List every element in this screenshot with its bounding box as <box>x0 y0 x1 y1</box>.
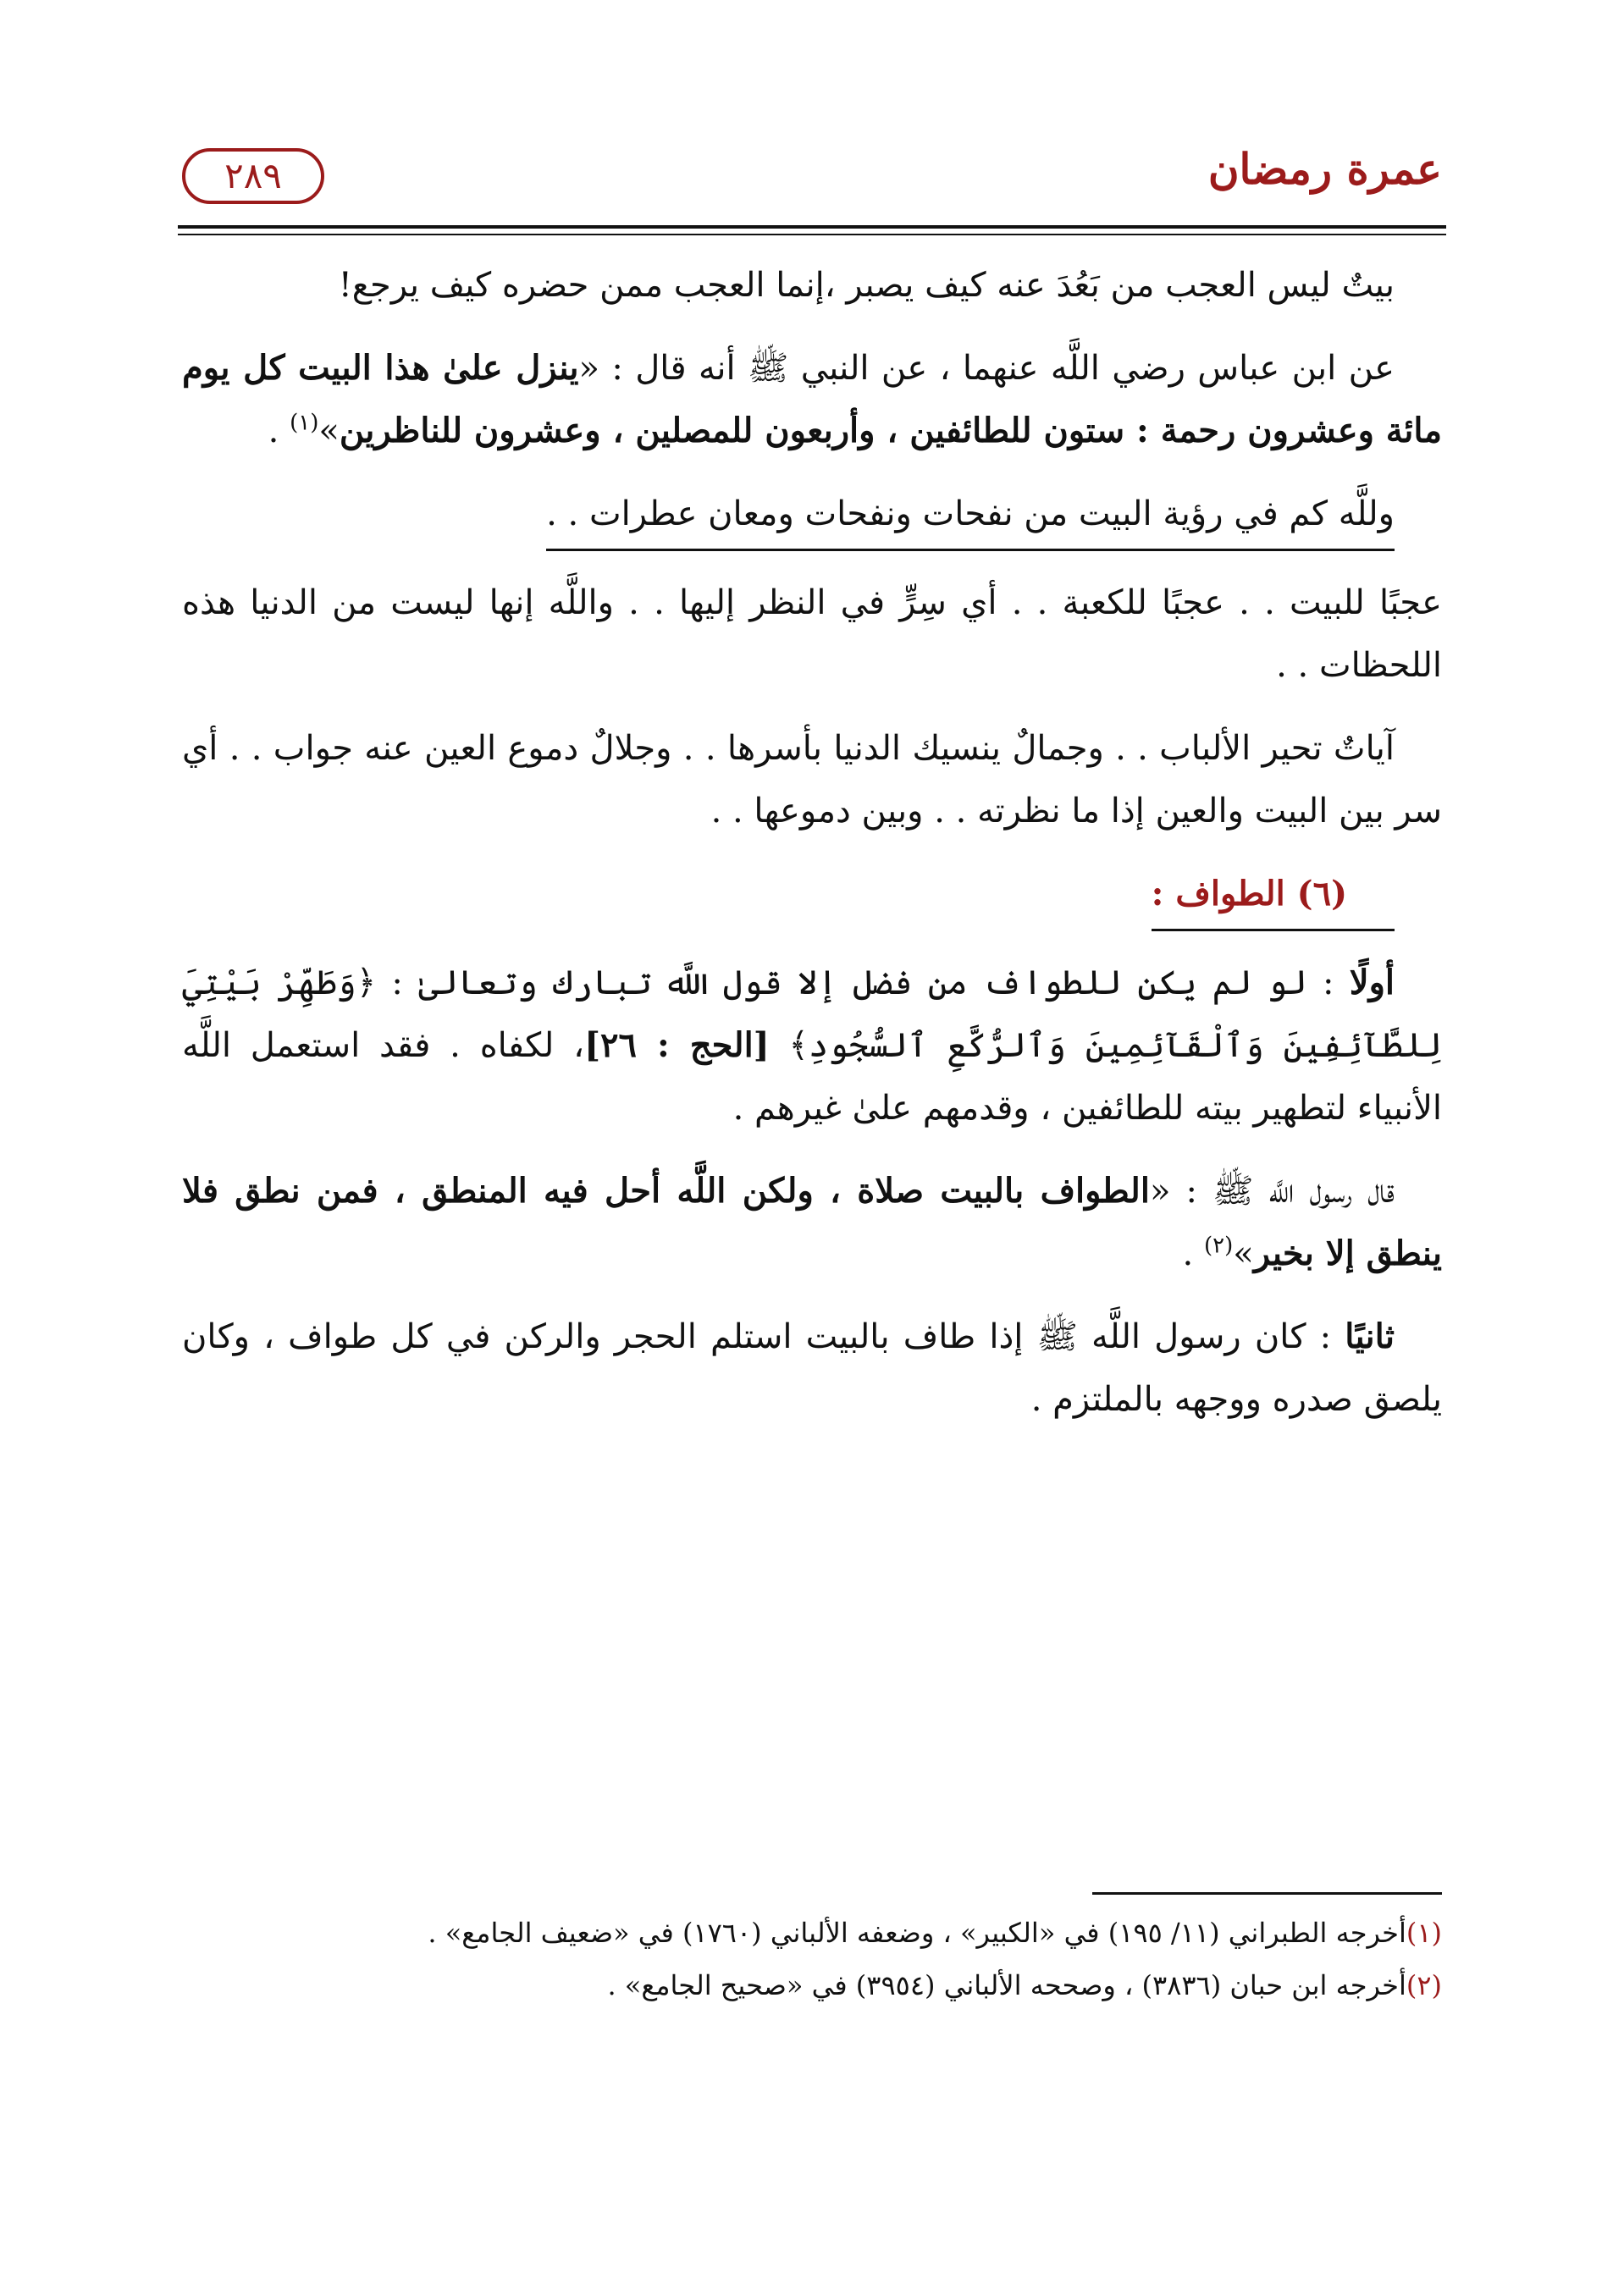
footnote-number: (٢) <box>1406 1969 1442 2001</box>
page-body <box>182 254 1442 1451</box>
quran-reference: [الحج : ٢٦] <box>584 1025 770 1065</box>
section-heading-line <box>182 863 1442 931</box>
section-heading <box>1152 863 1395 931</box>
hadith-2-text: الطواف بالبيت صلاة ، ولكن اللَّه أحل فيه المنطق ، فمن نطق فلا ينطق إلا بخير <box>182 1171 1442 1273</box>
page-number: ٢٨٩ <box>182 148 324 204</box>
footnote-ref-1: (١) <box>290 410 319 436</box>
paragraph-6 <box>182 952 1442 1140</box>
point-label-first: أولًا <box>1349 963 1395 1002</box>
underlined-sentence: وللَّه كم في رؤية البيت من نفحات ونفحات ومعان عطرات . . <box>546 483 1395 551</box>
hadith-close-quote: » <box>318 411 340 450</box>
paragraph-8 <box>182 1305 1442 1431</box>
footnote-ref-2: (٢) <box>1203 1233 1234 1259</box>
footnote-1 <box>182 1909 1442 1957</box>
paragraph-7-end: . <box>1182 1234 1204 1273</box>
point-first-text: : لو لم يكن للطواف من فضل إلا قول اللَّه تبارك وتعالىٰ : ﴿وَطَهِّرْ بَيْتِيَ لِلطَّآئِفِينَ وَٱلْقَآئِمِينَ وَٱلرُّكَّعِ ٱلسُّجُودِ﴾ <box>182 963 1443 1065</box>
hadith-2-intro: قال رسول اللَّه ﷺ : « <box>1149 1172 1395 1211</box>
footnotes <box>182 1909 1442 2014</box>
paragraph-1: بيتٌ ليس العجب من بَعُدَ عنه كيف يصبر ،إنما العجب ممن حضره كيف يرجع! <box>338 266 1395 305</box>
hadith-intro: عن ابن عباس رضي اللَّه عنهما ، عن النبي ﷺ أنه قال : « <box>578 349 1395 388</box>
section-heading-colon: : <box>1151 874 1176 913</box>
section-heading-text: (٦) الطواف <box>1175 874 1347 913</box>
paragraph-7 <box>182 1160 1442 1285</box>
hadith-text: ينزل علىٰ هذا البيت كل يوم مائة وعشرون رحمة : ستون للطائفين ، وأربعون للمصلين ، وعشرون للناظرين <box>182 348 1442 450</box>
paragraph-2 <box>182 337 1442 462</box>
hadith-2-close-quote: » <box>1233 1234 1254 1273</box>
footnote-text: أخرجه ابن حبان (٣٨٣٦) ، وصححه الألباني (٣٩٥٤) في «صحيح الجامع» . <box>607 1969 1406 2001</box>
paragraph-2-end: . <box>268 411 290 450</box>
footnote-number: (١) <box>1406 1917 1442 1949</box>
running-title: عمرة رمضان <box>1207 144 1442 194</box>
paragraph-4: عجبًا للبيت . . عجبًا للكعبة . . أي سِرٍّ في النظر إليها . . واللَّه إنها ليست من الدنيا هذه اللحظات . . <box>182 583 1442 685</box>
point-second-text: : كان رسول اللَّه ﷺ إذا طاف بالبيت استلم الحجر والركن في كل طواف ، وكان يلصق صدره ووجهه بالملتزم . <box>182 1317 1442 1419</box>
paragraph-5: آياتٌ تحير الألباب . . وجمالٌ ينسيك الدنيا بأسرها . . وجلالٌ دموع العين عنه جواب . . أي سر بين البيت والعين إذا ما نظرته . . وبين دموعها . . <box>182 729 1442 831</box>
header-rule-thick <box>178 225 1446 229</box>
footnote-2 <box>182 1962 1442 2009</box>
header-rule-thin <box>178 234 1446 235</box>
point-first-end: ، لكفاه . فقد استعمل اللَّه الأنبياء لتطهير بيته للطائفين ، وقدمهم علىٰ غيرهم . <box>182 1026 1442 1128</box>
paragraph-3 <box>182 483 1442 551</box>
point-label-second: ثانيًا <box>1345 1316 1395 1356</box>
page-header <box>182 127 1442 220</box>
footnote-separator <box>1092 1892 1442 1895</box>
footnote-text: أخرجه الطبراني (١١/ ١٩٥) في «الكبير» ، وضعفه الألباني (١٧٦٠) في «ضعيف الجامع» . <box>428 1917 1406 1949</box>
